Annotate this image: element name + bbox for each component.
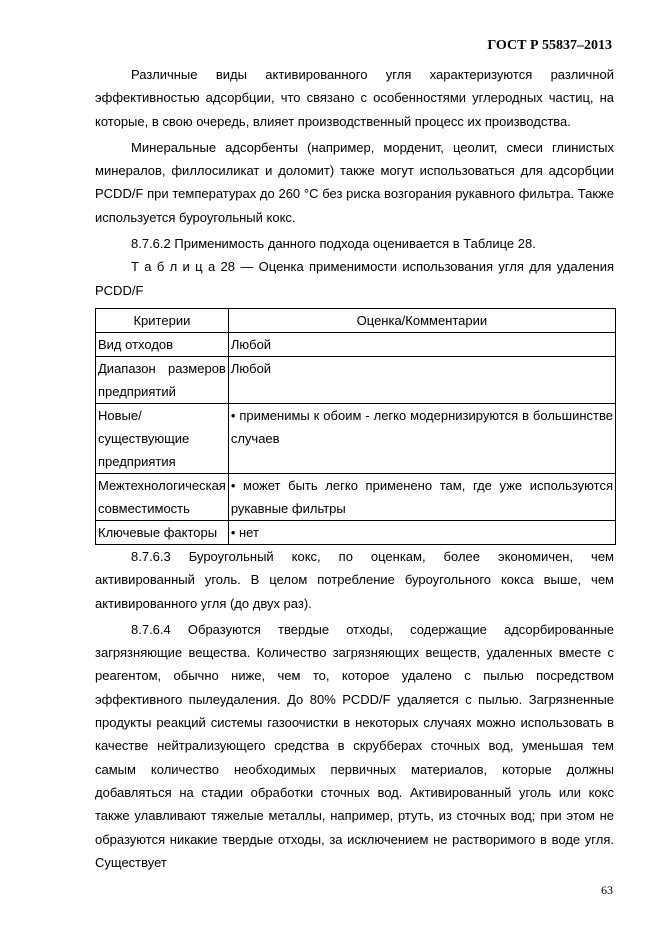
paragraph-mineral-adsorbents: Минеральные адсорбенты (например, морденит, цеолит, смеси глинистых минералов, филлосиликат и доломит) также могут использоваться для адсорбции PCDD/F при температурах до 260 °С без риска возгорания рукавного фильтра. Также используется буроугольный кокс.	[95, 139, 614, 225]
criterion-cell: Межтехнологическая совместимость	[96, 473, 229, 520]
applicability-table	[95, 308, 616, 545]
criterion-cell: Новые/ существующие предприятия	[96, 403, 229, 473]
table-caption: Т а б л и ц а 28 — Оценка применимости использования угля для удаления PCDD/F	[95, 259, 614, 298]
paragraph-8-7-6-3: 8.7.6.3 Буроугольный кокс, по оценкам, более экономичен, чем активированный уголь. В целом потребление буроугольного кокса выше, чем активированного угля (до двух раз).	[95, 548, 614, 611]
paragraph-8-7-6-4: 8.7.6.4 Образуются твердые отходы, содержащие адсорбированные загрязняющие вещества. Количество загрязняющих веществ, удаленных вместе с реагентом, обычно ниже, чем то, которое удалено с пылью посредством эффективного пылеудаления. До 80% PCDD/F удаляется с пылью. Загрязненные продукты реакций системы газоочистки в некоторых случаях можно использовать в качестве нейтрализующего средства в скрубберах сточных вод, уменьшая тем самым количество необходимых первичных материалов, которые должны добавляться на стадии обработки сточных вод. Активированный уголь или кокс также улавливают тяжелые металлы, например, ртуть, из сточных вод; при этом не образуются никакие твердые отходы, за исключением не растворимого в воде угля. Существует	[95, 621, 614, 870]
table-row	[96, 332, 616, 356]
page-body	[95, 63, 614, 874]
paragraph-carbon-types: Различные виды активированного угля характеризуются различной эффективностью адсорбции, что связано с особенностями углеродных частиц, на которые, в свою очередь, влияет производственный процесс их производства.	[95, 67, 614, 129]
table-row	[96, 473, 616, 520]
document-id-header: ГОСТ Р 55837–2013	[487, 38, 612, 53]
page-number: 63	[601, 883, 613, 897]
comment-cell: Любой	[228, 356, 615, 403]
table-row	[96, 520, 616, 544]
table-header-row	[96, 308, 616, 332]
table-row	[96, 403, 616, 473]
header-criteria: Критерии	[96, 308, 229, 332]
comment-cell: • нет	[228, 520, 615, 544]
header-assessment: Оценка/Комментарии	[228, 308, 615, 332]
criterion-cell: Вид отходов	[96, 332, 229, 356]
comment-cell: Любой	[228, 332, 615, 356]
criterion-cell: Диапазон размеров предприятий	[96, 356, 229, 403]
table-row	[96, 356, 616, 403]
comment-cell: • применимы к обоим - легко модернизируются в большинстве случаев	[228, 403, 615, 473]
comment-cell: • может быть легко применено там, где уже используются рукавные фильтры	[228, 473, 615, 520]
criterion-cell: Ключевые факторы	[96, 520, 229, 544]
paragraph-8-7-6-2: 8.7.6.2 Применимость данного подхода оценивается в Таблице 28.	[131, 236, 536, 252]
